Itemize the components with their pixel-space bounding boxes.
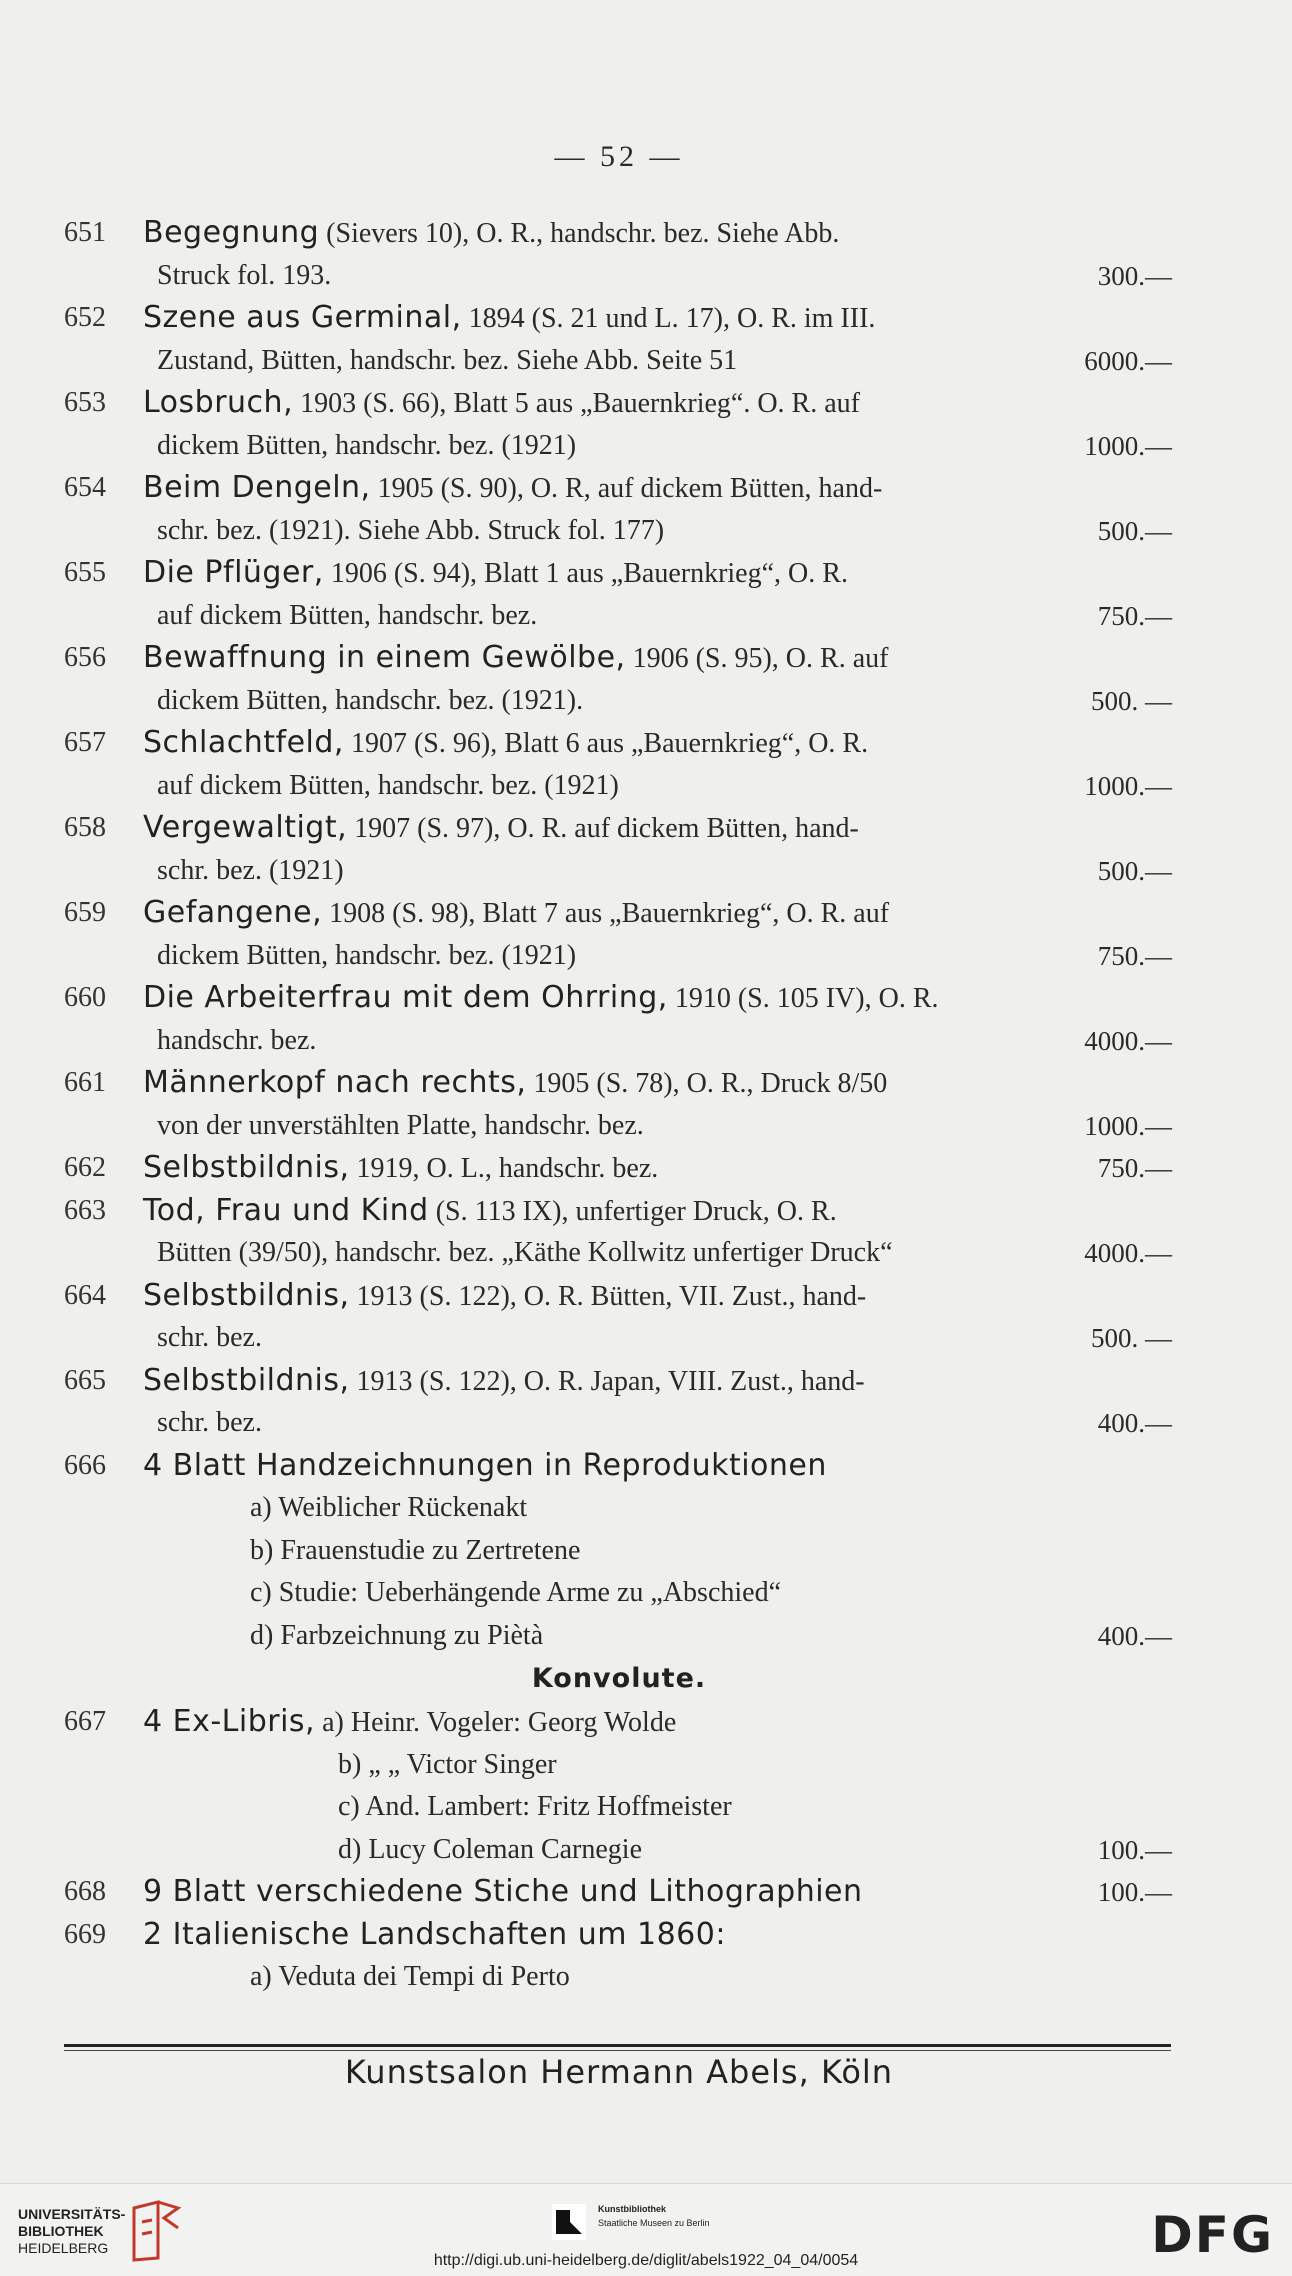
entry-line bbox=[0, 680, 1292, 723]
lot-number: 656 bbox=[64, 642, 106, 673]
entry-line bbox=[0, 425, 1292, 468]
lot-number: 661 bbox=[64, 1067, 106, 1098]
price: 1000.— bbox=[1084, 430, 1172, 461]
price: 100.— bbox=[1097, 1834, 1172, 1865]
entry-continuation: schr. bez. (1921) bbox=[157, 854, 344, 886]
work-title: Szene aus Germinal, bbox=[143, 300, 462, 335]
entry-line bbox=[0, 467, 1292, 510]
work-title: 4 Blatt Handzeichnungen in Reproduktionen bbox=[143, 1447, 827, 1483]
entry-continuation: Struck fol. 193. bbox=[157, 259, 332, 291]
entry-first-line bbox=[143, 1147, 658, 1191]
work-details: 1907 (S. 97), O. R. auf dickem Bütten, hand- bbox=[347, 813, 859, 844]
lot-number: 654 bbox=[64, 472, 106, 503]
kb-line-2: Staatliche Museen zu Berlin bbox=[598, 2218, 710, 2228]
work-details: (Sievers 10), O. R., handschr. bez. Siehe Abb. bbox=[319, 218, 840, 249]
lot-number: 669 bbox=[64, 1918, 106, 1950]
price: 750.— bbox=[1097, 600, 1172, 631]
price: 400.— bbox=[1097, 1408, 1172, 1438]
entry-first-line bbox=[143, 552, 848, 596]
entry-line bbox=[0, 1147, 1292, 1190]
entry-line bbox=[0, 1487, 1292, 1530]
ub-line-1: UNIVERSITÄTS- bbox=[18, 2206, 126, 2222]
work-details: a) Heinr. Vogeler: Georg Wolde bbox=[315, 1707, 677, 1738]
kb-line-1: Kunstbibliothek bbox=[598, 2204, 666, 2214]
work-title: 4 Ex-Libris, bbox=[143, 1704, 316, 1739]
work-details: 1908 (S. 98), Blatt 7 aus „Bauernkrieg“, O. R. auf bbox=[322, 898, 890, 929]
entry-line bbox=[0, 340, 1292, 383]
entry-line bbox=[0, 1829, 1292, 1872]
entry-line bbox=[0, 892, 1292, 935]
lot-number: 665 bbox=[64, 1364, 106, 1396]
work-title: Selbstbildnis, bbox=[143, 1362, 350, 1398]
lot-number: 662 bbox=[64, 1152, 106, 1183]
catalog-entry bbox=[0, 552, 1292, 637]
entry-line bbox=[0, 1360, 1292, 1403]
price: 6000.— bbox=[1084, 345, 1172, 376]
catalog-entry bbox=[0, 1871, 1292, 1914]
entry-first-line bbox=[143, 892, 889, 936]
entry-first-line bbox=[143, 297, 875, 341]
catalog-entry bbox=[0, 1914, 1292, 1999]
entry-line bbox=[0, 637, 1292, 680]
work-title: Schlachtfeld, bbox=[143, 725, 344, 760]
catalog-entry bbox=[0, 722, 1292, 807]
page-number: — 52 — bbox=[554, 140, 684, 173]
work-details: 1905 (S. 78), O. R., Druck 8/50 bbox=[526, 1068, 888, 1099]
entry-line bbox=[0, 595, 1292, 638]
lot-number: 668 bbox=[64, 1876, 106, 1907]
entry-continuation: Zustand, Bütten, handschr. bez. Siehe Abb. Seite 51 bbox=[157, 344, 738, 376]
work-title: Begegnung bbox=[143, 215, 320, 250]
entry-first-line bbox=[143, 1275, 866, 1319]
entry-line bbox=[0, 1572, 1292, 1615]
work-details: 1919, O. L., handschr. bez. bbox=[349, 1153, 659, 1184]
price: 1000.— bbox=[1084, 770, 1172, 801]
entry-line bbox=[0, 1744, 1292, 1787]
sub-item: c) And. Lambert: Fritz Hoffmeister bbox=[338, 1791, 732, 1822]
price: 500.— bbox=[1097, 515, 1172, 546]
kunstbibliothek-logo-icon bbox=[552, 2204, 586, 2240]
sub-item: b) „ „ Victor Singer bbox=[338, 1748, 557, 1780]
work-title: Tod, Frau und Kind bbox=[143, 1192, 429, 1228]
lot-number: 667 bbox=[64, 1706, 106, 1737]
price: 500. — bbox=[1091, 1323, 1172, 1353]
entry-continuation: schr. bez. bbox=[157, 1407, 262, 1438]
sub-item: d) Farbzeichnung zu Piètà bbox=[250, 1619, 544, 1651]
entry-line bbox=[0, 977, 1292, 1020]
entry-line bbox=[0, 1190, 1292, 1233]
catalog-entry bbox=[0, 892, 1292, 977]
work-title: Bewaffnung in einem Gewölbe, bbox=[143, 640, 626, 675]
kunstbibliothek-label bbox=[598, 2202, 710, 2230]
catalog-entry bbox=[0, 1190, 1292, 1275]
lot-number: 666 bbox=[64, 1449, 106, 1481]
work-title: 2 Italienische Landschaften um 1860: bbox=[143, 1916, 726, 1952]
work-details: 1906 (S. 95), O. R. auf bbox=[625, 643, 889, 674]
lot-number: 651 bbox=[64, 217, 106, 248]
entry-first-line bbox=[143, 1360, 865, 1404]
entry-first-line bbox=[143, 1914, 726, 1958]
sub-item: b) Frauenstudie zu Zertretene bbox=[250, 1534, 581, 1566]
entry-line bbox=[0, 1105, 1292, 1148]
footer-rule bbox=[64, 2044, 1171, 2047]
entry-first-line bbox=[143, 467, 882, 511]
work-details: (S. 113 IX), unfertiger Druck, O. R. bbox=[428, 1195, 837, 1227]
entry-line bbox=[0, 297, 1292, 340]
publisher-footer: Kunstsalon Hermann Abels, Köln bbox=[344, 2053, 894, 2091]
work-title: Losbruch, bbox=[143, 385, 294, 420]
entry-line bbox=[0, 1020, 1292, 1063]
entry-line bbox=[0, 850, 1292, 893]
entry-line bbox=[0, 1914, 1292, 1957]
lot-number: 653 bbox=[64, 387, 106, 418]
work-details: 1894 (S. 21 und L. 17), O. R. im III. bbox=[461, 303, 876, 334]
entry-continuation: dickem Bütten, handschr. bez. (1921). bbox=[157, 684, 584, 716]
catalog-entry bbox=[0, 637, 1292, 722]
entry-line bbox=[0, 255, 1292, 298]
ub-line-2: BIBLIOTHEK bbox=[18, 2223, 104, 2239]
section-heading: Konvolute. bbox=[531, 1663, 707, 1694]
sub-item: c) Studie: Ueberhängende Arme zu „Abschied“ bbox=[250, 1577, 782, 1608]
price: 400.— bbox=[1097, 1620, 1172, 1651]
sub-item: d) Lucy Coleman Carnegie bbox=[338, 1833, 643, 1865]
work-details: 1905 (S. 90), O. R, auf dickem Bütten, hand- bbox=[370, 473, 883, 504]
entry-line bbox=[0, 1275, 1292, 1318]
work-details: 1913 (S. 122), O. R. Bütten, VII. Zust., hand- bbox=[349, 1280, 867, 1312]
catalog-entries bbox=[0, 212, 1292, 1999]
lot-number: 655 bbox=[64, 557, 106, 588]
entry-continuation: handschr. bez. bbox=[157, 1024, 317, 1056]
work-details: 1906 (S. 94), Blatt 1 aus „Bauernkrieg“, O. R. bbox=[323, 558, 848, 589]
entry-continuation: dickem Bütten, handschr. bez. (1921) bbox=[157, 939, 577, 971]
entry-first-line bbox=[143, 977, 939, 1021]
entry-continuation: dickem Bütten, handschr. bez. (1921) bbox=[157, 429, 577, 461]
catalog-entry bbox=[0, 382, 1292, 467]
entry-continuation: Bütten (39/50), handschr. bez. „Käthe Kollwitz unfertiger Druck“ bbox=[157, 1237, 893, 1268]
work-details: 1907 (S. 96), Blatt 6 aus „Bauernkrieg“, O. R. bbox=[343, 728, 869, 759]
catalog-entry bbox=[0, 1445, 1292, 1658]
entry-line bbox=[0, 1232, 1292, 1275]
permalink-url[interactable]: http://digi.ub.uni-heidelberg.de/diglit/abels1922_04_04/0054 bbox=[433, 2252, 859, 2269]
catalog-entry bbox=[0, 1062, 1292, 1147]
price: 4000.— bbox=[1084, 1025, 1172, 1056]
entry-first-line bbox=[143, 722, 868, 766]
work-details: 1910 (S. 105 IV), O. R. bbox=[667, 983, 939, 1014]
lot-number: 657 bbox=[64, 727, 106, 758]
entry-first-line bbox=[143, 1871, 863, 1915]
lot-number: 658 bbox=[64, 812, 106, 843]
work-title: Die Pflüger, bbox=[143, 555, 324, 590]
ub-line-3: HEIDELBERG bbox=[18, 2240, 109, 2256]
sub-item: a) Veduta dei Tempi di Perto bbox=[250, 1961, 570, 1992]
entry-continuation: schr. bez. (1921). Siehe Abb. Struck fol. 177) bbox=[157, 514, 665, 546]
entry-line bbox=[0, 510, 1292, 553]
price: 500. — bbox=[1091, 685, 1172, 716]
entry-first-line bbox=[143, 212, 839, 256]
entry-continuation: auf dickem Bütten, handschr. bez. (1921) bbox=[157, 769, 619, 801]
entry-continuation: auf dickem Bütten, handschr. bez. bbox=[157, 599, 538, 631]
university-library-logo-text bbox=[18, 2206, 125, 2257]
catalog-entry bbox=[0, 807, 1292, 892]
entry-line bbox=[0, 1530, 1292, 1573]
sub-item: a) Weiblicher Rückenakt bbox=[250, 1492, 528, 1523]
entry-line bbox=[0, 382, 1292, 425]
entry-line bbox=[0, 1062, 1292, 1105]
entry-first-line bbox=[143, 807, 859, 851]
work-details: 1903 (S. 66), Blatt 5 aus „Bauernkrieg“. O. R. auf bbox=[293, 388, 860, 419]
entry-line bbox=[0, 1615, 1292, 1658]
catalog-entry bbox=[0, 1360, 1292, 1445]
work-title: Vergewaltigt, bbox=[143, 810, 348, 845]
catalog-entry bbox=[0, 1275, 1292, 1360]
entry-line bbox=[0, 1956, 1292, 1999]
catalog-entry bbox=[0, 212, 1292, 297]
price: 750.— bbox=[1097, 1153, 1172, 1183]
catalog-entry bbox=[0, 977, 1292, 1062]
lot-number: 664 bbox=[64, 1279, 106, 1311]
entry-line bbox=[0, 807, 1292, 850]
entry-first-line bbox=[143, 637, 888, 681]
catalog-entry bbox=[0, 297, 1292, 382]
entry-first-line bbox=[143, 382, 860, 426]
dfg-logo: DFG bbox=[1151, 2206, 1274, 2264]
catalog-entry bbox=[0, 1701, 1292, 1871]
work-title: 9 Blatt verschiedene Stiche und Lithographien bbox=[143, 1874, 863, 1909]
entry-line bbox=[0, 1402, 1292, 1445]
lot-number: 660 bbox=[64, 982, 106, 1013]
work-title: Beim Dengeln, bbox=[143, 470, 371, 505]
price: 500.— bbox=[1097, 855, 1172, 886]
price: 300.— bbox=[1097, 260, 1172, 291]
entry-line bbox=[0, 212, 1292, 255]
price: 4000.— bbox=[1084, 1238, 1172, 1268]
price: 750.— bbox=[1097, 940, 1172, 971]
work-title: Die Arbeiterfrau mit dem Ohrring, bbox=[143, 980, 668, 1015]
entry-line bbox=[0, 552, 1292, 595]
entry-line bbox=[0, 765, 1292, 808]
entry-first-line bbox=[143, 1062, 887, 1106]
work-title: Männerkopf nach rechts, bbox=[143, 1065, 527, 1100]
entry-line bbox=[0, 1701, 1292, 1744]
entry-line bbox=[0, 935, 1292, 978]
entry-line bbox=[0, 1871, 1292, 1914]
entry-continuation: von der unverstählten Platte, handschr. bez. bbox=[157, 1109, 644, 1141]
work-details: 1913 (S. 122), O. R. Japan, VIII. Zust., hand- bbox=[349, 1365, 865, 1397]
entry-line bbox=[0, 1786, 1292, 1829]
digitization-bar bbox=[0, 2183, 1292, 2276]
entry-continuation: schr. bez. bbox=[157, 1322, 262, 1353]
entry-first-line bbox=[143, 1445, 827, 1489]
price: 100.— bbox=[1097, 1877, 1172, 1907]
lot-number: 663 bbox=[64, 1194, 106, 1226]
lot-number: 659 bbox=[64, 897, 106, 928]
entry-line bbox=[0, 1445, 1292, 1488]
entry-line bbox=[0, 1317, 1292, 1360]
entry-line bbox=[0, 722, 1292, 765]
entry-first-line bbox=[143, 1190, 837, 1234]
price: 1000.— bbox=[1084, 1110, 1172, 1141]
work-title: Selbstbildnis, bbox=[143, 1150, 350, 1185]
lot-number: 652 bbox=[64, 302, 106, 333]
footer-rule-thin bbox=[64, 2050, 1171, 2051]
entry-first-line bbox=[143, 1701, 676, 1745]
catalog-entry bbox=[0, 1147, 1292, 1190]
work-title: Selbstbildnis, bbox=[143, 1277, 350, 1313]
work-title: Gefangene, bbox=[143, 895, 323, 930]
catalog-entry bbox=[0, 467, 1292, 552]
